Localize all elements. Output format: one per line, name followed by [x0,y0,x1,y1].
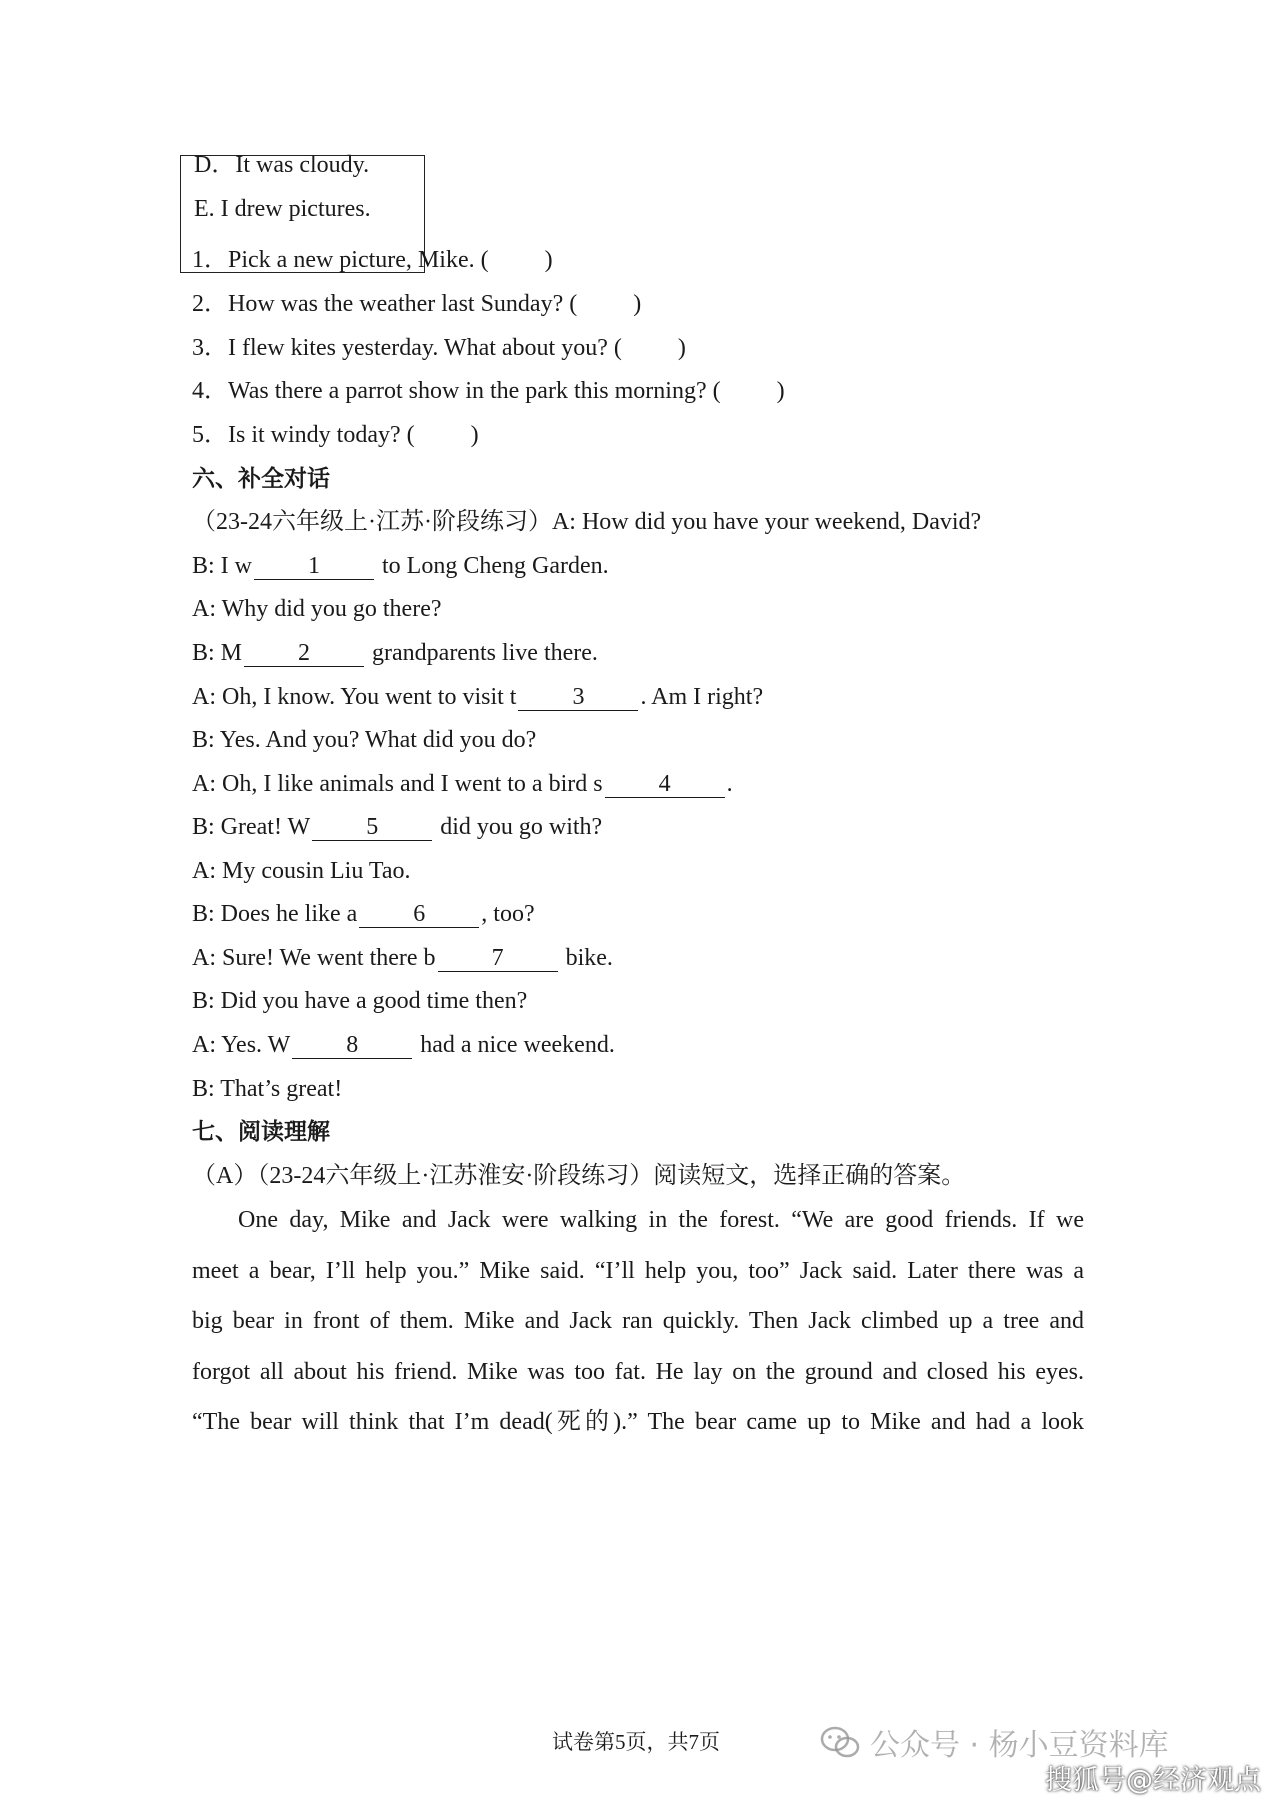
dialogue-text: A: Sure! We went there b [192,945,436,971]
passage-row: “The bear will think that I’m dead(死的).” The bear came up to Mike and had a look [192,1409,1084,1435]
blank-7: 7 [438,945,558,972]
question-3 [192,333,686,363]
reading-passage [192,1195,1084,1448]
wechat-watermark-text: 公众号 · 杨小豆资料库 [870,1728,1169,1763]
dialogue-text: B: M [192,640,243,666]
question-text: 3．I flew kites yesterday. What about you? ( [192,335,622,361]
dialogue-line: A: My cousin Liu Tao. [192,858,411,884]
question-close: ) [677,335,686,361]
dialogue-line [192,812,602,842]
dialogue-text: to Long Cheng Garden. [376,553,609,579]
dialogue-line [192,943,613,973]
wechat-icon [820,1726,860,1768]
passage-row: meet a bear, I’ll help you.” Mike said. “I’ll help you, too” Jack said. Later there was a [192,1257,1084,1284]
blank-8: 8 [292,1032,412,1059]
question-close: ) [633,291,642,317]
question-text: 5．Is it windy today? ( [192,422,415,448]
question-5 [192,420,479,450]
dialogue-text: A: Oh, I know. You went to visit t [192,684,517,710]
section-6-source: （23-24六年级上·江苏·阶段练习）A: How did you have your weekend, David? [192,509,982,535]
dialogue-text: . [726,771,733,797]
dialogue-text: . Am I right? [640,684,764,710]
dialogue-line [192,1030,615,1060]
blank-5: 5 [312,814,432,841]
dialogue-text: A: Oh, I like animals and I went to a bird s [192,771,603,797]
dialogue-text: B: Great! W [192,814,311,840]
sohu-watermark: 搜狐号@经济观点 [1045,1765,1261,1796]
blank-2: 2 [244,640,364,667]
passage-row: forgot all about his friend. Mike was too fat. He lay on the ground and closed his eyes. [192,1358,1084,1385]
dialogue-text: had a nice weekend. [414,1032,615,1058]
dialogue-line [192,551,609,581]
dialogue-line [192,899,535,929]
section-7-source: （A）（23-24六年级上·江苏淮安·阶段练习）阅读短文，选择正确的答案。 [192,1163,966,1189]
option-d: D．It was cloudy. [194,152,370,178]
passage-row: One day, Mike and Jack were walking in the forest. “We are good friends. If we [238,1207,1084,1233]
dialogue-text: grandparents live there. [366,640,598,666]
blank-1: 1 [254,553,374,580]
question-4 [192,376,785,406]
dialogue-text: , too? [481,901,535,927]
dialogue-line [192,682,763,712]
dialogue-line: B: Did you have a good time then? [192,988,528,1014]
dialogue-line: B: Yes. And you? What did you do? [192,727,537,753]
dialogue-line: B: That’s great! [192,1076,343,1102]
dialogue-line [192,638,598,668]
passage-row: big bear in front of them. Mike and Jack ran quickly. Then Jack climbed up a tree and [192,1308,1084,1334]
blank-4: 4 [605,771,725,798]
question-close: ) [470,422,479,448]
question-close: ) [544,247,553,273]
question-2 [192,289,641,319]
dialogue-text: B: Does he like a [192,901,358,927]
question-text: 1．Pick a new picture, Mike. ( [192,247,489,273]
blank-3: 3 [518,684,638,711]
question-text: 2．How was the weather last Sunday? ( [192,291,578,317]
section-7-heading: 七、阅读理解 [192,1119,330,1145]
question-text: 4．Was there a parrot show in the park this morning? ( [192,378,721,404]
dialogue-line [192,769,733,799]
dialogue-text: A: Yes. W [192,1032,291,1058]
dialogue-line: A: Why did you go there? [192,596,442,622]
dialogue-text: did you go with? [434,814,603,840]
option-e: E. I drew pictures. [194,196,371,222]
blank-6: 6 [359,901,479,928]
dialogue-text: bike. [559,945,613,971]
dialogue-text: B: I w [192,553,252,579]
question-close: ) [776,378,785,404]
page-footer: 试卷第5页，共7页 [552,1730,720,1754]
question-1 [192,245,553,275]
section-6-heading: 六、补全对话 [192,466,330,492]
